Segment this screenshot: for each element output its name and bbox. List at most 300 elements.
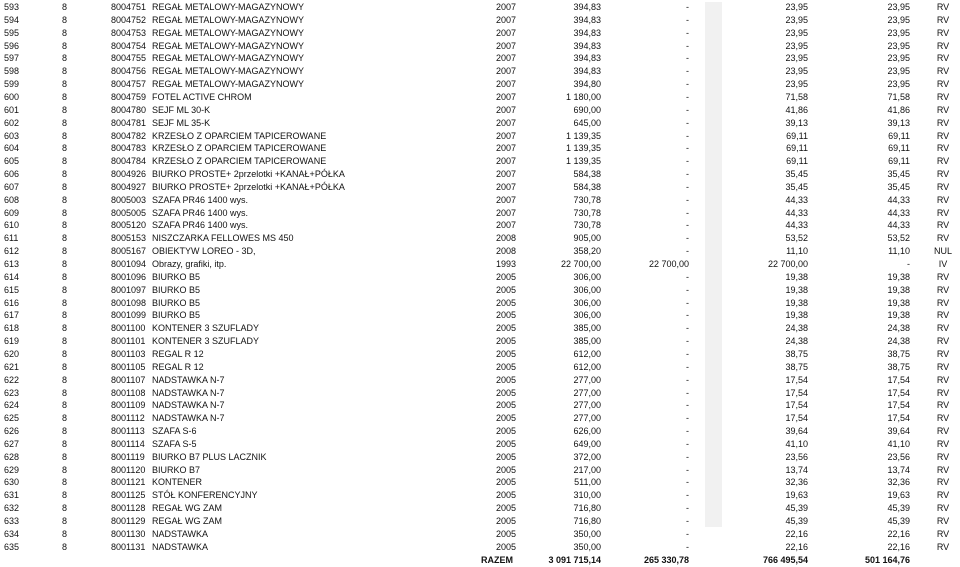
cell-year: 2007 — [495, 66, 516, 77]
cell-value-4: 35,45 — [887, 181, 910, 192]
cell-code: RV — [936, 348, 950, 359]
cell-year: 2007 — [495, 194, 516, 205]
cell-item-name: REGAŁ WG ZAM — [152, 503, 223, 514]
cell-value-4: 39,64 — [887, 426, 910, 437]
cell-year: 2005 — [495, 284, 516, 295]
cell-inventory-number: 8004782 — [111, 130, 147, 141]
cell-inventory-number: 8001103 — [111, 348, 146, 359]
cell-code: RV — [936, 297, 950, 308]
cell-inventory-number: 8001131 — [111, 541, 146, 552]
cell-inventory-number: 8005153 — [111, 233, 147, 244]
cell-value-1: 612,00 — [573, 348, 601, 359]
cell-group: 8 — [62, 438, 68, 449]
cell-code: RV — [936, 426, 950, 437]
cell-year: 2007 — [495, 104, 516, 115]
cell-value-1: 394,83 — [573, 14, 601, 25]
cell-lp: 633 — [4, 516, 20, 526]
cell-value-4: 32,36 — [887, 477, 910, 488]
cell-value-2: - — [686, 374, 689, 385]
cell-value-1: 612,00 — [573, 361, 601, 372]
cell-value-4: 24,38 — [887, 323, 910, 334]
cell-value-3: 13,74 — [785, 464, 808, 475]
cell-group: 8 — [62, 104, 68, 115]
table-row — [0, 297, 960, 310]
cell-code: RV — [936, 528, 950, 539]
cell-code: RV — [936, 438, 950, 449]
cell-value-3: 45,39 — [785, 516, 808, 526]
table-row — [0, 181, 960, 194]
cell-value-3: 17,54 — [785, 413, 808, 424]
cell-value-1: 716,80 — [573, 516, 601, 526]
cell-value-4: 69,11 — [888, 143, 910, 154]
cell-year: 2007 — [495, 27, 516, 38]
cell-code: RV — [936, 451, 950, 462]
cell-year: 2005 — [495, 516, 516, 526]
cell-value-2: - — [686, 14, 689, 25]
cell-value-2: - — [686, 464, 689, 475]
cell-group: 8 — [62, 66, 68, 77]
cell-lp: 634 — [4, 528, 20, 539]
cell-value-1: 730,78 — [573, 194, 601, 205]
table-row — [0, 232, 960, 245]
table-row — [0, 271, 960, 284]
cell-value-3: 41,10 — [785, 438, 808, 449]
cell-value-2: - — [686, 246, 689, 257]
cell-value-3: 19,38 — [785, 271, 808, 282]
cell-value-1: 277,00 — [573, 374, 601, 385]
cell-item-name: BIURKO PROSTE+ 2przelotki +KANAŁ+PÓŁKA — [152, 181, 345, 192]
cell-value-1: 394,83 — [573, 27, 601, 38]
cell-code: RV — [936, 40, 950, 51]
cell-code: RV — [936, 323, 950, 334]
cell-group: 8 — [62, 53, 68, 64]
cell-group: 8 — [62, 79, 68, 90]
cell-value-1: 350,00 — [573, 541, 601, 552]
cell-group: 8 — [62, 181, 68, 192]
cell-code: RV — [936, 143, 950, 154]
cell-lp: 603 — [4, 130, 20, 141]
cell-value-4: 23,95 — [887, 66, 910, 77]
cell-code: RV — [936, 374, 950, 385]
table-row — [0, 27, 960, 40]
cell-code: RV — [936, 207, 950, 218]
table-row — [0, 451, 960, 464]
cell-value-2: - — [686, 400, 689, 411]
cell-inventory-number: 8004752 — [111, 14, 147, 25]
cell-year: 2007 — [495, 130, 516, 141]
cell-value-4: 23,95 — [887, 14, 910, 25]
cell-item-name: SEJF ML 35-K — [152, 117, 211, 128]
cell-value-4: 41,10 — [887, 438, 910, 449]
cell-lp: 597 — [4, 53, 20, 64]
cell-inventory-number: 8001114 — [111, 438, 145, 449]
cell-inventory-number: 8001098 — [111, 297, 147, 308]
cell-value-2: - — [686, 156, 689, 167]
cell-group: 8 — [62, 400, 68, 411]
cell-value-4: 17,54 — [887, 413, 910, 424]
cell-value-2: - — [686, 117, 689, 128]
cell-year: 2005 — [495, 464, 516, 475]
cell-year: 2005 — [495, 297, 516, 308]
cell-inventory-number: 8005120 — [111, 220, 147, 231]
cell-lp: 627 — [4, 438, 20, 449]
cell-value-1: 277,00 — [573, 413, 601, 424]
cell-lp: 630 — [4, 477, 20, 488]
cell-value-4: 41,86 — [887, 104, 910, 115]
cell-group: 8 — [62, 117, 68, 128]
cell-group: 8 — [62, 207, 68, 218]
cell-code: RV — [936, 156, 950, 167]
cell-group: 8 — [62, 169, 68, 180]
cell-value-3: 44,33 — [785, 220, 808, 231]
cell-code: RV — [936, 91, 950, 102]
cell-item-name: SZAFA S-6 — [152, 426, 197, 437]
cell-group: 8 — [62, 310, 68, 321]
cell-item-name: SZAFA S-5 — [152, 438, 197, 449]
cell-inventory-number: 8001101 — [111, 336, 146, 347]
total-value-2: 265 330,78 — [643, 554, 689, 565]
cell-group: 8 — [62, 284, 68, 295]
cell-inventory-number: 8004780 — [111, 104, 147, 115]
cell-year: 2005 — [495, 451, 516, 462]
cell-inventory-number: 8001107 — [111, 374, 146, 385]
cell-value-1: 584,38 — [573, 181, 601, 192]
cell-value-3: 44,33 — [785, 194, 808, 205]
cell-lp: 623 — [4, 387, 20, 398]
cell-lp: 629 — [4, 464, 20, 475]
cell-group: 8 — [62, 246, 68, 257]
cell-lp: 594 — [4, 14, 20, 25]
cell-item-name: BIURKO B5 — [152, 271, 201, 282]
cell-value-1: 358,20 — [573, 246, 601, 257]
cell-code: RV — [936, 541, 950, 552]
cell-group: 8 — [62, 336, 68, 347]
cell-code: RV — [936, 2, 950, 12]
cell-value-1: 350,00 — [573, 528, 601, 539]
table-row — [0, 219, 960, 232]
cell-code: RV — [936, 169, 950, 180]
table-row — [0, 309, 960, 322]
cell-item-name: REGAŁ WG ZAM — [152, 516, 223, 526]
cell-value-1: 394,83 — [573, 53, 601, 64]
cell-group: 8 — [62, 541, 68, 552]
cell-value-1: 277,00 — [573, 387, 601, 398]
cell-year: 2007 — [495, 53, 516, 64]
cell-code: RV — [936, 66, 950, 77]
cell-value-3: 23,95 — [785, 79, 808, 90]
cell-code: IV — [938, 259, 948, 269]
cell-value-1: 372,00 — [573, 451, 601, 462]
total-row — [0, 554, 960, 567]
cell-lp: 612 — [4, 246, 20, 257]
total-value-4: 501 164,76 — [864, 554, 910, 565]
cell-inventory-number: 8004755 — [111, 53, 147, 64]
cell-value-4: 23,95 — [887, 53, 910, 64]
cell-code: RV — [936, 503, 950, 514]
cell-code: RV — [936, 233, 950, 244]
cell-code: RV — [936, 130, 950, 141]
cell-value-2: - — [686, 438, 689, 449]
cell-value-1: 645,00 — [573, 117, 601, 128]
cell-inventory-number: 8001100 — [111, 323, 146, 334]
cell-value-2: - — [686, 348, 689, 359]
cell-year: 2005 — [495, 374, 516, 385]
cell-value-4: 19,38 — [887, 297, 910, 308]
cell-lp: 601 — [4, 104, 20, 115]
cell-item-name: KONTENER 3 SZUFLADY — [152, 323, 260, 334]
cell-item-name: SZAFA PR46 1400 wys. — [152, 220, 249, 231]
cell-item-name: NADSTAWKA N-7 — [152, 374, 225, 385]
cell-value-4: 23,95 — [887, 40, 910, 51]
cell-value-2: - — [686, 413, 689, 424]
cell-value-4: 17,54 — [887, 387, 910, 398]
cell-inventory-number: 8004757 — [111, 79, 147, 90]
cell-group: 8 — [62, 348, 68, 359]
cell-item-name: SZAFA PR46 1400 wys. — [152, 207, 249, 218]
cell-item-name: REGAL R 12 — [152, 348, 204, 359]
cell-value-3: 53,52 — [785, 233, 808, 244]
cell-item-name: BIURKO B7 PLUS LACZNIK — [152, 451, 267, 462]
cell-code: RV — [936, 361, 950, 372]
cell-group: 8 — [62, 516, 68, 526]
cell-item-name: OBIEKTYW LOREO - 3D, — [152, 246, 256, 257]
cell-code: RV — [936, 336, 950, 347]
cell-value-2: - — [686, 79, 689, 90]
cell-lp: 626 — [4, 426, 20, 437]
cell-value-3: 35,45 — [785, 181, 808, 192]
cell-item-name: NADSTAWKA N-7 — [152, 413, 225, 424]
cell-value-1: 394,80 — [573, 79, 601, 90]
total-value-1: 3 091 715,14 — [548, 554, 601, 565]
cell-value-1: 394,83 — [573, 2, 601, 12]
cell-value-1: 306,00 — [573, 284, 601, 295]
cell-value-4: 23,95 — [887, 79, 910, 90]
cell-item-name: Obrazy, grafiki, itp. — [152, 259, 227, 269]
cell-item-name: REGAŁ METALOWY-MAGAZYNOWY — [152, 79, 305, 90]
cell-code: RV — [936, 104, 950, 115]
cell-lp: 607 — [4, 181, 20, 192]
cell-lp: 622 — [4, 374, 20, 385]
cell-group: 8 — [62, 374, 68, 385]
cell-year: 2007 — [495, 143, 516, 154]
table-row — [0, 117, 960, 130]
cell-item-name: REGAŁ METALOWY-MAGAZYNOWY — [152, 53, 305, 64]
cell-inventory-number: 8004759 — [111, 91, 147, 102]
cell-value-3: 19,38 — [785, 284, 808, 295]
cell-value-3: 32,36 — [785, 477, 808, 488]
cell-value-2: - — [686, 220, 689, 231]
cell-value-4: 19,38 — [887, 271, 910, 282]
cell-value-4: 44,33 — [887, 220, 910, 231]
table-row — [0, 194, 960, 207]
cell-year: 2005 — [495, 348, 516, 359]
cell-year: 2005 — [495, 477, 516, 488]
cell-value-4: 38,75 — [887, 361, 910, 372]
cell-value-1: 626,00 — [573, 426, 601, 437]
cell-value-2: - — [686, 194, 689, 205]
cell-value-2: - — [686, 336, 689, 347]
cell-value-1: 690,00 — [573, 104, 601, 115]
table-row — [0, 387, 960, 400]
cell-value-4: 23,56 — [887, 451, 910, 462]
cell-inventory-number: 8005003 — [111, 194, 147, 205]
cell-group: 8 — [62, 27, 68, 38]
table-row — [0, 515, 960, 528]
cell-lp: 610 — [4, 220, 20, 231]
cell-inventory-number: 8001105 — [111, 361, 146, 372]
cell-item-name: KONTENER — [152, 477, 203, 488]
table-row — [0, 361, 960, 374]
cell-item-name: NADSTAWKA N-7 — [152, 387, 225, 398]
cell-value-1: 277,00 — [573, 400, 601, 411]
cell-value-4: 19,38 — [887, 284, 910, 295]
cell-value-3: 39,13 — [785, 117, 808, 128]
cell-year: 2005 — [495, 361, 516, 372]
cell-code: RV — [936, 14, 950, 25]
cell-year: 2007 — [495, 79, 516, 90]
cell-value-4: 22,16 — [887, 541, 910, 552]
cell-value-3: 17,54 — [785, 387, 808, 398]
table-row — [0, 541, 960, 554]
cell-group: 8 — [62, 451, 68, 462]
cell-value-2: - — [686, 503, 689, 514]
cell-item-name: NADSTAWKA — [152, 528, 209, 539]
cell-item-name: REGAŁ METALOWY-MAGAZYNOWY — [152, 40, 305, 51]
table-row — [0, 464, 960, 477]
cell-value-1: 310,00 — [573, 490, 601, 501]
table-row — [0, 425, 960, 438]
cell-value-3: 45,39 — [785, 503, 808, 514]
cell-year: 2007 — [495, 181, 516, 192]
cell-lp: 614 — [4, 271, 20, 282]
cell-group: 8 — [62, 259, 68, 269]
cell-code: RV — [936, 464, 950, 475]
cell-lp: 595 — [4, 27, 20, 38]
table-row — [0, 155, 960, 168]
cell-value-3: 23,95 — [785, 53, 808, 64]
cell-lp: 613 — [4, 259, 20, 269]
cell-inventory-number: 8001113 — [111, 426, 145, 437]
cell-value-2: - — [686, 361, 689, 372]
cell-year: 2007 — [495, 2, 516, 12]
cell-value-3: 22 700,00 — [767, 259, 808, 269]
cell-group: 8 — [62, 387, 68, 398]
cell-value-4: 45,39 — [887, 516, 910, 526]
cell-item-name: KONTENER 3 SZUFLADY — [152, 336, 260, 347]
cell-value-4: 71,58 — [887, 91, 910, 102]
table-row — [0, 374, 960, 387]
cell-lp: 615 — [4, 284, 20, 295]
cell-group: 8 — [62, 490, 68, 501]
cell-value-4: 44,33 — [887, 207, 910, 218]
cell-group: 8 — [62, 233, 68, 244]
cell-value-3: 22,16 — [785, 541, 808, 552]
cell-inventory-number: 8004784 — [111, 156, 147, 167]
cell-inventory-number: 8001129 — [111, 516, 146, 526]
cell-value-2: - — [686, 426, 689, 437]
cell-item-name: KRZESŁO Z OPARCIEM TAPICEROWANE — [152, 156, 327, 167]
cell-group: 8 — [62, 271, 68, 282]
cell-lp: 605 — [4, 156, 20, 167]
cell-year: 2007 — [495, 207, 516, 218]
cell-item-name: FOTEL ACTIVE CHROM — [152, 91, 252, 102]
cell-value-1: 1 139,35 — [565, 156, 601, 167]
cell-value-1: 306,00 — [573, 297, 601, 308]
cell-lp: 624 — [4, 400, 20, 411]
cell-value-4: - — [907, 259, 910, 269]
cell-inventory-number: 8001125 — [111, 490, 146, 501]
cell-value-1: 730,78 — [573, 207, 601, 218]
cell-value-2: - — [686, 490, 689, 501]
cell-lp: 616 — [4, 297, 20, 308]
cell-value-2: - — [686, 66, 689, 77]
cell-item-name: BIURKO B7 — [152, 464, 201, 475]
cell-inventory-number: 8001130 — [111, 528, 146, 539]
cell-item-name: BIURKO B5 — [152, 284, 201, 295]
cell-value-2: - — [686, 528, 689, 539]
cell-lp: 602 — [4, 117, 20, 128]
cell-code: RV — [936, 284, 950, 295]
cell-lp: 632 — [4, 503, 20, 514]
cell-year: 2007 — [495, 14, 516, 25]
cell-value-3: 23,95 — [785, 66, 808, 77]
cell-lp: 631 — [4, 490, 20, 501]
cell-item-name: REGAL R 12 — [152, 361, 204, 372]
cell-group: 8 — [62, 220, 68, 231]
cell-inventory-number: 8001097 — [111, 284, 147, 295]
cell-value-1: 511,00 — [574, 477, 601, 488]
cell-lp: 609 — [4, 207, 20, 218]
cell-group: 8 — [62, 297, 68, 308]
table-row — [0, 104, 960, 117]
cell-value-2: - — [686, 169, 689, 180]
cell-inventory-number: 8001119 — [111, 451, 145, 462]
cell-value-4: 24,38 — [887, 336, 910, 347]
cell-item-name: NADSTAWKA — [152, 541, 209, 552]
cell-value-1: 385,00 — [573, 323, 601, 334]
cell-year: 2005 — [495, 528, 516, 539]
cell-value-3: 23,95 — [785, 27, 808, 38]
cell-value-3: 23,95 — [785, 2, 808, 12]
table-row — [0, 168, 960, 181]
cell-lp: 596 — [4, 40, 20, 51]
table-row — [0, 476, 960, 489]
cell-year: 2007 — [495, 220, 516, 231]
cell-group: 8 — [62, 323, 68, 334]
cell-code: RV — [936, 490, 950, 501]
cell-code: RV — [936, 310, 950, 321]
cell-lp: 599 — [4, 79, 20, 90]
cell-value-2: - — [686, 181, 689, 192]
cell-group: 8 — [62, 413, 68, 424]
cell-lp: 628 — [4, 451, 20, 462]
cell-group: 8 — [62, 503, 68, 514]
cell-value-4: 23,95 — [887, 2, 910, 12]
cell-year: 2005 — [495, 400, 516, 411]
table-row — [0, 65, 960, 78]
cell-code: NUL — [933, 246, 952, 257]
cell-value-1: 385,00 — [573, 336, 601, 347]
cell-value-3: 19,63 — [785, 490, 808, 501]
cell-group: 8 — [62, 477, 68, 488]
cell-code: RV — [936, 477, 950, 488]
cell-value-1: 22 700,00 — [560, 259, 601, 269]
cell-value-1: 306,00 — [573, 310, 601, 321]
cell-year: 2005 — [495, 438, 516, 449]
cell-value-2: - — [686, 91, 689, 102]
cell-item-name: BIURKO B5 — [152, 310, 201, 321]
cell-value-3: 39,64 — [785, 426, 808, 437]
